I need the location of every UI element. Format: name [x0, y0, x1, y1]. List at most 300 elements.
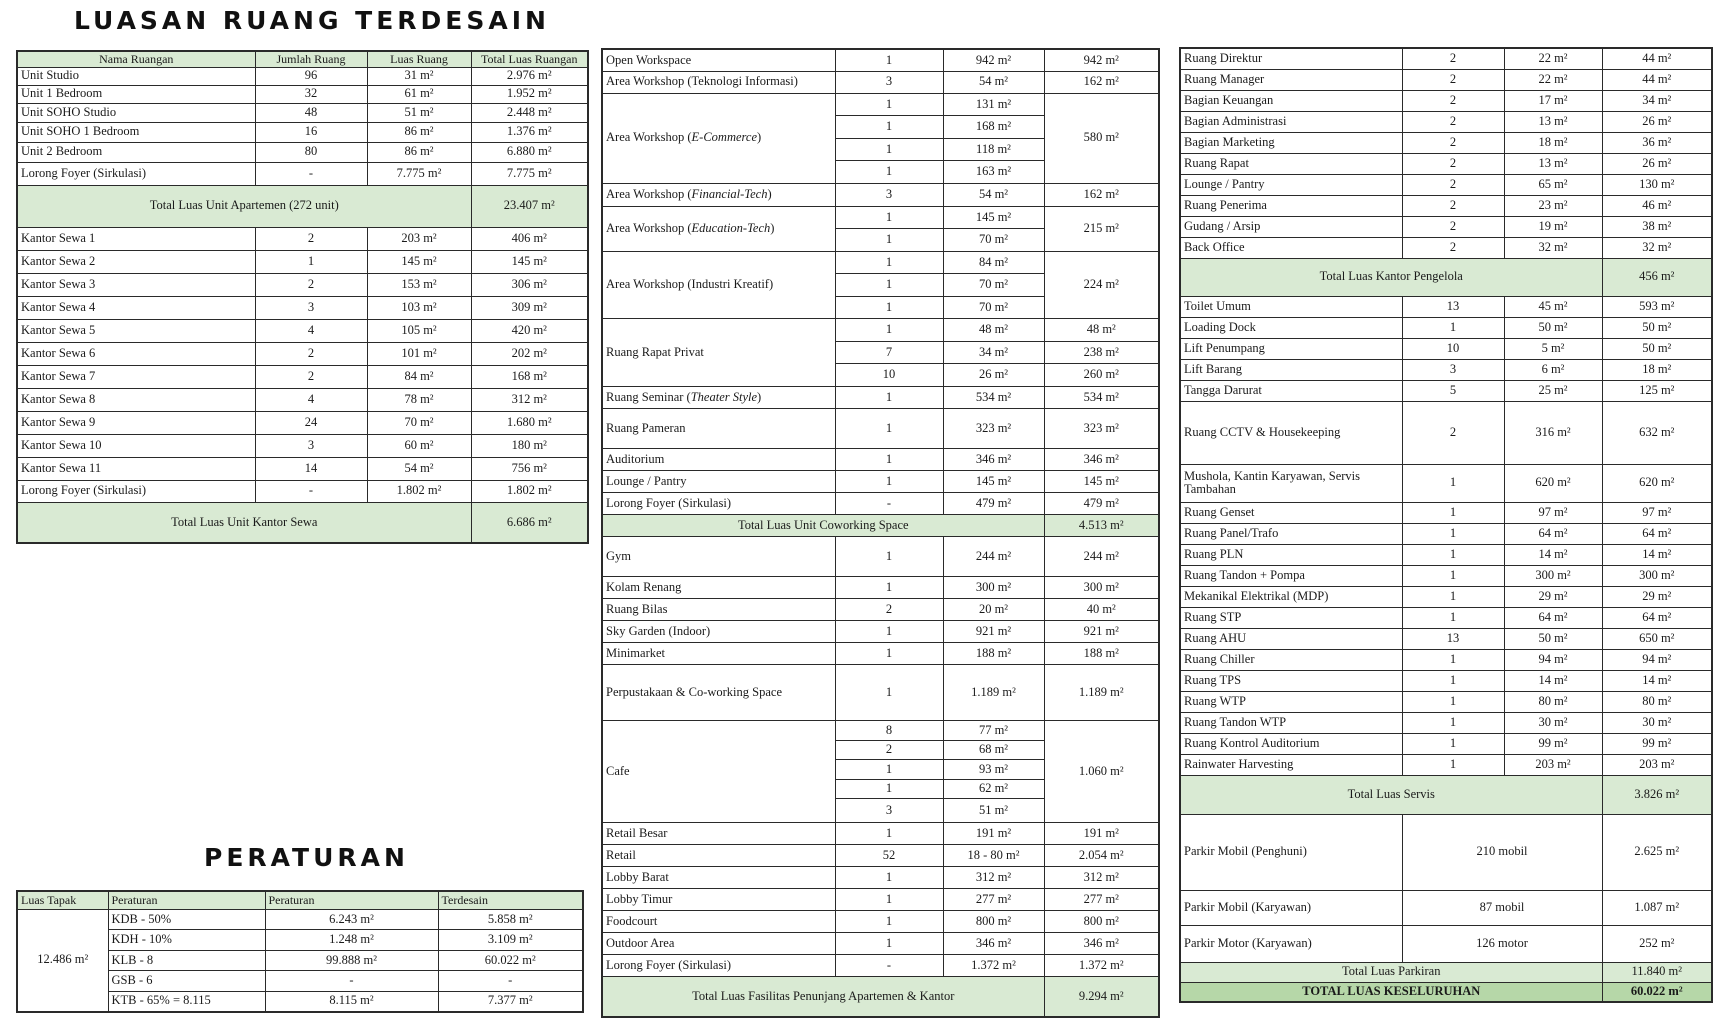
value-cell: 1.802 m²: [367, 480, 471, 502]
value-cell: 300 m²: [1602, 565, 1712, 586]
table-row: [1180, 565, 1712, 586]
value-cell: 1.372 m²: [1044, 955, 1159, 977]
table-cell: Area Workshop (Teknologi Informasi): [602, 71, 835, 93]
table-row: [1180, 111, 1712, 132]
value-cell: 14 m²: [1602, 670, 1712, 691]
table-row: [1180, 586, 1712, 607]
room-name-cell: Ruang Manager: [1180, 69, 1402, 90]
total-label: Total Luas Unit Kantor Sewa: [17, 502, 471, 543]
value-cell: 312 m²: [943, 867, 1044, 889]
value-cell: 756 m²: [471, 457, 588, 480]
value-cell: 252 m²: [1602, 925, 1712, 962]
value-cell: 13 m²: [1504, 111, 1602, 132]
table-row: [1180, 607, 1712, 628]
value-cell: 31 m²: [367, 67, 471, 85]
regulation-row: [17, 909, 583, 930]
table-cell: 534 m²: [1044, 386, 1159, 409]
value-cell: 2: [255, 365, 367, 388]
value-cell: 1: [835, 933, 943, 955]
value-cell: 921 m²: [943, 621, 1044, 643]
value-cell: 29 m²: [1602, 586, 1712, 607]
room-name-cell: Ruang TPS: [1180, 670, 1402, 691]
total-value: 23.407 m²: [471, 185, 588, 227]
value-cell: 2: [1402, 69, 1504, 90]
table-row: [17, 122, 588, 142]
value-cell: 800 m²: [943, 911, 1044, 933]
table-row: [602, 599, 1159, 621]
table-cell: 84 m²: [943, 251, 1044, 274]
value-cell: 312 m²: [1044, 867, 1159, 889]
value-cell: 20 m²: [943, 599, 1044, 621]
table-row: [1180, 216, 1712, 237]
table-row: [17, 365, 588, 388]
value-cell: 24: [255, 411, 367, 434]
col-header-peraturan-value: Peraturan: [265, 891, 438, 909]
table-row: [1180, 691, 1712, 712]
room-name-cell: Toilet Umum: [1180, 296, 1402, 317]
table-row: [1180, 359, 1712, 380]
table-row: [1180, 90, 1712, 111]
room-name-cell: Ruang AHU: [1180, 628, 1402, 649]
label-part: Ruang Seminar (: [606, 389, 691, 404]
label-part: Area Workshop (: [606, 130, 692, 145]
italic-term: Financial-Tech: [691, 186, 768, 201]
table-cell: 1: [835, 760, 943, 780]
room-name-cell: Lobby Barat: [602, 867, 835, 889]
room-name-cell: Gym: [602, 537, 835, 577]
value-cell: 202 m²: [471, 342, 588, 365]
room-name-cell: Kantor Sewa 6: [17, 342, 255, 365]
col-header-terdesain: Terdesain: [438, 891, 583, 909]
value-cell: -: [835, 493, 943, 515]
value-cell: 1: [1402, 502, 1504, 523]
room-name-cell: Mekanikal Elektrikal (MDP): [1180, 586, 1402, 607]
italic-term: E-Commerce: [691, 130, 758, 145]
total-value: 6.686 m²: [471, 502, 588, 543]
value-cell: 1: [1402, 607, 1504, 628]
table-row: [17, 85, 588, 103]
value-cell: 1: [835, 823, 943, 845]
parking-row: [1180, 925, 1712, 962]
room-name-cell: Unit SOHO 1 Bedroom: [17, 122, 255, 142]
total-value: 9.294 m²: [1044, 977, 1159, 1017]
value-cell: 84 m²: [367, 365, 471, 388]
table-cell: 942 m²: [943, 49, 1044, 71]
table-row: [602, 386, 1159, 409]
room-name-cell: Outdoor Area: [602, 933, 835, 955]
value-cell: 22 m²: [1504, 69, 1602, 90]
value-cell: 65 m²: [1504, 174, 1602, 195]
value-cell: 26 m²: [1602, 153, 1712, 174]
room-name-cell: Minimarket: [602, 643, 835, 665]
value-cell: 1.802 m²: [471, 480, 588, 502]
value-cell: 29 m²: [1504, 586, 1602, 607]
value-cell: 346 m²: [943, 933, 1044, 955]
table-row: [602, 251, 1159, 274]
value-cell: 44 m²: [1602, 48, 1712, 69]
value-cell: 14 m²: [1602, 544, 1712, 565]
table-row: [17, 480, 588, 502]
table-row: [1180, 754, 1712, 775]
table-row: [17, 319, 588, 342]
room-name-cell: Ruang PLN: [1180, 544, 1402, 565]
table-cell: 1: [835, 206, 943, 229]
table-cell: 93 m²: [943, 760, 1044, 780]
table-row: [602, 933, 1159, 955]
apartment-office-table: [16, 50, 589, 544]
table-cell: 1: [835, 296, 943, 319]
value-cell: 13 m²: [1504, 153, 1602, 174]
room-name-cell: Lorong Foyer (Sirkulasi): [17, 480, 255, 502]
value-cell: 203 m²: [367, 227, 471, 250]
value-cell: 6.880 m²: [471, 142, 588, 162]
room-name-cell: Auditorium: [602, 449, 835, 471]
table-cell: 3: [835, 183, 943, 206]
value-cell: 2.448 m²: [471, 103, 588, 122]
value-cell: 1.087 m²: [1602, 890, 1712, 925]
room-name-cell: Back Office: [1180, 237, 1402, 258]
room-name-cell: Gudang / Arsip: [1180, 216, 1402, 237]
value-cell: 16: [255, 122, 367, 142]
room-name-cell: Parkir Motor (Karyawan): [1180, 925, 1402, 962]
value-cell: 86 m²: [367, 142, 471, 162]
table-row: [17, 388, 588, 411]
value-cell: 32 m²: [1602, 237, 1712, 258]
value-cell: 1.952 m²: [471, 85, 588, 103]
label-part: ): [767, 186, 772, 201]
value-cell: 1: [1402, 733, 1504, 754]
value-cell: 50 m²: [1504, 317, 1602, 338]
room-name-cell: Sky Garden (Indoor): [602, 621, 835, 643]
value-cell: 50 m²: [1504, 628, 1602, 649]
value-cell: 26 m²: [1602, 111, 1712, 132]
label-part: ): [757, 389, 762, 404]
value-cell: 800 m²: [1044, 911, 1159, 933]
total-pengelola-row: [1180, 258, 1712, 296]
value-cell: 323 m²: [1044, 409, 1159, 449]
room-name-cell: Cafe: [602, 721, 835, 823]
table-row: [1180, 296, 1712, 317]
value-cell: 300 m²: [1504, 565, 1602, 586]
table-row: [602, 867, 1159, 889]
value-cell: 97 m²: [1602, 502, 1712, 523]
value-cell: 1.189 m²: [1044, 665, 1159, 721]
room-name-cell: Lobby Timur: [602, 889, 835, 911]
value-cell: 1: [835, 867, 943, 889]
table-row: [1180, 174, 1712, 195]
room-name-cell: Ruang Penerima: [1180, 195, 1402, 216]
value-cell: 5: [1402, 380, 1504, 401]
table-cell: 8: [835, 721, 943, 741]
room-name-cell: Kantor Sewa 2: [17, 250, 255, 273]
room-name-cell: [602, 206, 835, 251]
value-cell: 168 m²: [471, 365, 588, 388]
value-cell: 1: [1402, 754, 1504, 775]
table-cell: 54 m²: [943, 183, 1044, 206]
total-apartemen-row: [17, 185, 588, 227]
regulation-cell: KDH - 10%: [108, 930, 265, 951]
value-cell: 346 m²: [943, 449, 1044, 471]
table-row: [17, 296, 588, 319]
group-total-cell: 1.060 m²: [1044, 721, 1159, 823]
value-cell: 103 m²: [367, 296, 471, 319]
value-cell: 23 m²: [1504, 195, 1602, 216]
value-cell: 2.976 m²: [471, 67, 588, 85]
management-service-parking-table: [1179, 47, 1713, 1003]
value-cell: 921 m²: [1044, 621, 1159, 643]
value-cell: 2: [255, 273, 367, 296]
regulation-cell: KDB - 50%: [108, 909, 265, 930]
table-cell: 7: [835, 341, 943, 364]
table-cell: 163 m²: [943, 161, 1044, 184]
table-cell: 77 m²: [943, 721, 1044, 741]
table-row: [17, 67, 588, 85]
value-cell: 2: [1402, 132, 1504, 153]
table-row: [1180, 338, 1712, 359]
table-cell: 1: [835, 49, 943, 71]
table-cell: 1: [835, 116, 943, 139]
value-cell: 32 m²: [1504, 237, 1602, 258]
regulation-cell: KLB - 8: [108, 950, 265, 971]
page-title: LUASAN RUANG TERDESAIN: [74, 6, 550, 35]
table-row: [1180, 628, 1712, 649]
room-name-cell: [602, 93, 835, 183]
value-cell: 191 m²: [1044, 823, 1159, 845]
value-cell: 19 m²: [1504, 216, 1602, 237]
room-name-cell: Ruang Genset: [1180, 502, 1402, 523]
value-cell: 40 m²: [1044, 599, 1159, 621]
value-cell: 277 m²: [1044, 889, 1159, 911]
value-cell: 312 m²: [471, 388, 588, 411]
value-cell: 2: [1402, 153, 1504, 174]
label-part: ): [757, 130, 762, 145]
vehicle-count-cell: 210 mobil: [1402, 814, 1602, 890]
value-cell: 3: [1402, 359, 1504, 380]
value-cell: 5.858 m²: [438, 909, 583, 930]
label-part: Area Workshop (: [606, 220, 692, 235]
room-name-cell: Ruang Rapat: [1180, 153, 1402, 174]
total-label: Total Luas Unit Coworking Space: [602, 515, 1044, 537]
room-name-cell: Kolam Renang: [602, 577, 835, 599]
value-cell: 97 m²: [1504, 502, 1602, 523]
room-name-cell: Ruang Direktur: [1180, 48, 1402, 69]
value-cell: 22 m²: [1504, 48, 1602, 69]
room-name-cell: Area Workshop (Industri Kreatif): [602, 251, 835, 319]
value-cell: 632 m²: [1602, 401, 1712, 464]
value-cell: 5 m²: [1504, 338, 1602, 359]
total-label: Total Luas Servis: [1180, 775, 1602, 814]
table-cell: 145 m²: [943, 206, 1044, 229]
table-row: [602, 409, 1159, 449]
value-cell: 45 m²: [1504, 296, 1602, 317]
value-cell: 2: [1402, 90, 1504, 111]
room-name-cell: Bagian Marketing: [1180, 132, 1402, 153]
value-cell: 7.775 m²: [471, 162, 588, 185]
table-row: [602, 845, 1159, 867]
room-name-cell: Ruang Tandon + Pompa: [1180, 565, 1402, 586]
room-name-cell: Kantor Sewa 7: [17, 365, 255, 388]
parking-row: [1180, 814, 1712, 890]
total-parkir-row: [1180, 962, 1712, 982]
table-cell: 238 m²: [1044, 341, 1159, 364]
table-row: [1180, 523, 1712, 544]
value-cell: 1: [1402, 544, 1504, 565]
table-row: [17, 250, 588, 273]
value-cell: 2: [1402, 174, 1504, 195]
value-cell: 130 m²: [1602, 174, 1712, 195]
value-cell: 78 m²: [367, 388, 471, 411]
value-cell: 309 m²: [471, 296, 588, 319]
col-header-peraturan: Peraturan: [108, 891, 265, 909]
value-cell: 61 m²: [367, 85, 471, 103]
room-name-cell: Bagian Keuangan: [1180, 90, 1402, 111]
total-label: Total Luas Unit Apartemen (272 unit): [17, 185, 471, 227]
luas-tapak-cell: 12.486 m²: [17, 909, 108, 1012]
value-cell: 86 m²: [367, 122, 471, 142]
value-cell: 153 m²: [367, 273, 471, 296]
value-cell: 60.022 m²: [438, 950, 583, 971]
room-name-cell: Retail Besar: [602, 823, 835, 845]
room-name-cell: Kantor Sewa 11: [17, 457, 255, 480]
table-cell: 1: [835, 229, 943, 252]
value-cell: 1: [835, 643, 943, 665]
room-name-cell: Loading Dock: [1180, 317, 1402, 338]
coworking-facilities-table: [601, 48, 1160, 1018]
table-row: [602, 493, 1159, 515]
value-cell: 30 m²: [1504, 712, 1602, 733]
value-cell: -: [265, 971, 438, 992]
value-cell: 99 m²: [1504, 733, 1602, 754]
table-row: [602, 471, 1159, 493]
table-row: [1180, 401, 1712, 464]
group-total-cell: 215 m²: [1044, 206, 1159, 251]
col-header-luas: Luas Ruang: [367, 51, 471, 67]
value-cell: 145 m²: [1044, 471, 1159, 493]
value-cell: 34 m²: [1602, 90, 1712, 111]
table-cell: 1: [835, 138, 943, 161]
value-cell: 64 m²: [1602, 523, 1712, 544]
table-cell: 260 m²: [1044, 364, 1159, 387]
value-cell: 94 m²: [1602, 649, 1712, 670]
room-name-cell: Foodcourt: [602, 911, 835, 933]
room-name-cell: Kantor Sewa 10: [17, 434, 255, 457]
value-cell: 2: [1402, 48, 1504, 69]
table-row: [1180, 48, 1712, 69]
regulation-cell: GSB - 6: [108, 971, 265, 992]
value-cell: 3: [255, 296, 367, 319]
value-cell: 32: [255, 85, 367, 103]
value-cell: 8.115 m²: [265, 991, 438, 1012]
room-name-cell: Ruang Tandon WTP: [1180, 712, 1402, 733]
total-coworking-row: [602, 515, 1159, 537]
value-cell: 479 m²: [943, 493, 1044, 515]
table-row: [1180, 464, 1712, 502]
value-cell: 620 m²: [1504, 464, 1602, 502]
table-cell: 10: [835, 364, 943, 387]
room-name-cell: Unit 2 Bedroom: [17, 142, 255, 162]
table-cell: 62 m²: [943, 779, 1044, 799]
table-cell: 162 m²: [1044, 71, 1159, 93]
value-cell: 1: [835, 537, 943, 577]
value-cell: 10: [1402, 338, 1504, 359]
value-cell: 316 m²: [1504, 401, 1602, 464]
value-cell: 1: [835, 577, 943, 599]
value-cell: 323 m²: [943, 409, 1044, 449]
value-cell: 300 m²: [1044, 577, 1159, 599]
table-row: [1180, 502, 1712, 523]
value-cell: 1: [835, 889, 943, 911]
value-cell: 18 m²: [1504, 132, 1602, 153]
room-name-cell: Retail: [602, 845, 835, 867]
table-row: [602, 911, 1159, 933]
table-cell: 1: [835, 93, 943, 116]
col-header-luas-tapak: Luas Tapak: [17, 891, 108, 909]
room-name-cell: Kantor Sewa 5: [17, 319, 255, 342]
value-cell: 2: [1402, 401, 1504, 464]
table-row: [1180, 237, 1712, 258]
table-row: [17, 227, 588, 250]
value-cell: -: [835, 955, 943, 977]
value-cell: 1: [1402, 649, 1504, 670]
table-cell: 51 m²: [943, 799, 1044, 823]
table-row: [17, 434, 588, 457]
table-row: [1180, 712, 1712, 733]
value-cell: 60 m²: [367, 434, 471, 457]
table-row: [1180, 380, 1712, 401]
value-cell: 80 m²: [1504, 691, 1602, 712]
grand-total-label: TOTAL LUAS KESELURUHAN: [1180, 982, 1602, 1002]
regulation-table: [16, 890, 584, 1013]
table-row: [602, 49, 1159, 71]
value-cell: 25 m²: [1504, 380, 1602, 401]
table-row: [1180, 544, 1712, 565]
table-row: [602, 71, 1159, 93]
value-cell: 346 m²: [1044, 933, 1159, 955]
total-kantor-row: [17, 502, 588, 543]
value-cell: 1: [835, 471, 943, 493]
room-name-cell: Ruang Rapat Privat: [602, 319, 835, 387]
table-row: [602, 206, 1159, 229]
value-cell: 1.376 m²: [471, 122, 588, 142]
value-cell: 36 m²: [1602, 132, 1712, 153]
table-cell: 70 m²: [943, 229, 1044, 252]
value-cell: 105 m²: [367, 319, 471, 342]
table-row: [602, 621, 1159, 643]
value-cell: 54 m²: [367, 457, 471, 480]
room-name-cell: Ruang Panel/Trafo: [1180, 523, 1402, 544]
value-cell: 620 m²: [1602, 464, 1712, 502]
value-cell: 406 m²: [471, 227, 588, 250]
table-row: [17, 142, 588, 162]
value-cell: 48: [255, 103, 367, 122]
value-cell: 6.243 m²: [265, 909, 438, 930]
value-cell: 64 m²: [1504, 607, 1602, 628]
table-row: [1180, 132, 1712, 153]
room-name-cell: Kantor Sewa 8: [17, 388, 255, 411]
table-row: [602, 577, 1159, 599]
room-name-cell: Kantor Sewa 1: [17, 227, 255, 250]
vehicle-count-cell: 87 mobil: [1402, 890, 1602, 925]
value-cell: 2: [255, 342, 367, 365]
value-cell: 346 m²: [1044, 449, 1159, 471]
room-name-cell: Kantor Sewa 3: [17, 273, 255, 296]
room-name-cell: Bagian Administrasi: [1180, 111, 1402, 132]
value-cell: 1: [1402, 712, 1504, 733]
value-cell: -: [255, 480, 367, 502]
value-cell: 2.625 m²: [1602, 814, 1712, 890]
room-name-cell: Ruang Bilas: [602, 599, 835, 621]
value-cell: 1: [1402, 523, 1504, 544]
